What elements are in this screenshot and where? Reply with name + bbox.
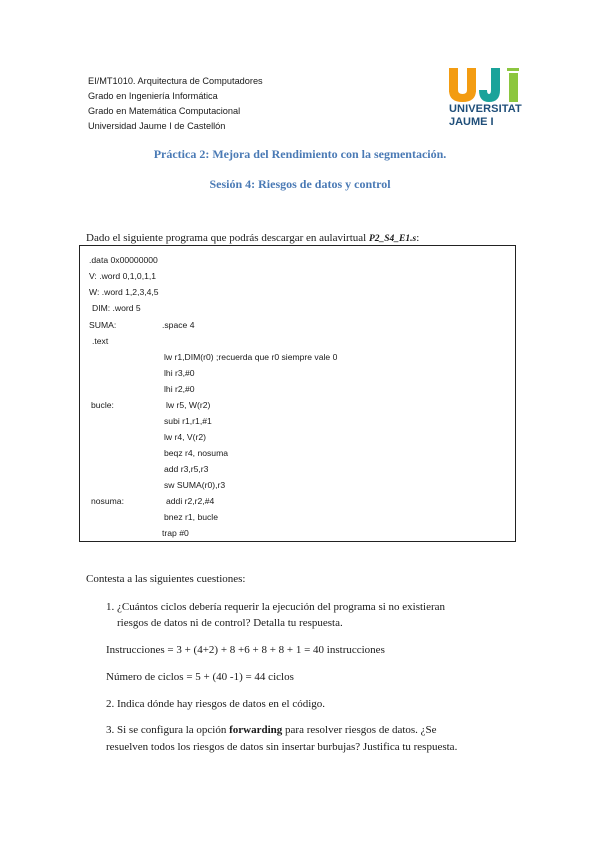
- code-line-trap: trap #0: [162, 528, 189, 538]
- code-line-beqz: beqz r4, nosuma: [164, 448, 229, 458]
- code-label-suma: SUMA:: [89, 320, 117, 330]
- question-3-post: para resolver riesgos de datos. ¿Se: [282, 724, 437, 736]
- code-line-v: V: .word 0,1,0,1,1: [89, 271, 157, 281]
- answer-1-cycles: Número de ciclos = 5 + (40 -1) = 44 ciclos: [106, 671, 294, 683]
- session-title: Sesión 4: Riesgos de datos y control: [209, 177, 391, 191]
- logo-text-jaume: JAUME I: [449, 116, 494, 128]
- code-line-bnez: bnez r1, bucle: [164, 512, 218, 522]
- code-line-w: W: .word 1,2,3,4,5: [89, 287, 159, 297]
- code-line-lhi-r3: lhi r3,#0: [164, 368, 195, 378]
- code-line-lhi-r2: lhi r2,#0: [164, 384, 195, 394]
- code-label-nosuma: nosuma:: [91, 496, 124, 506]
- intro-paragraph: [86, 232, 419, 244]
- degree-line-informatica: Grado en Ingeniería Informática: [88, 91, 218, 101]
- code-line-space: .space 4: [162, 320, 195, 330]
- question-2: 2. Indica dónde hay riesgos de datos en el código.: [106, 698, 326, 710]
- code-listing-box: [79, 245, 516, 542]
- code-line-add: add r3,r5,r3: [164, 464, 209, 474]
- course-code-line: EI/MT1010. Arquitectura de Computadores: [88, 76, 263, 86]
- question-1-line-1: 1. ¿Cuántos ciclos debería requerir la ejecución del programa si no existieran: [106, 601, 446, 613]
- question-3-pre: 3. Si se configura la opción: [106, 724, 230, 736]
- intro-text: Dado el siguiente programa que podrás descargar en aulavirtual: [86, 232, 369, 244]
- university-logo: [449, 68, 553, 132]
- course-header: [88, 74, 263, 134]
- uji-logo-mark-icon: [449, 68, 553, 102]
- question-3-line-2: resuelven todos los riesgos de datos sin insertar burbujas? Justifica tu respuesta.: [106, 741, 458, 753]
- code-line-addi: addi r2,r2,#4: [166, 496, 215, 506]
- code-line-lw-dim: lw r1,DIM(r0) ;recuerda que r0 siempre vale 0: [164, 352, 338, 362]
- degree-line-matematica: Grado en Matemática Computacional: [88, 106, 241, 116]
- code-line-lw-w: lw r5, W(r2): [166, 400, 211, 410]
- questions-header: Contesta a las siguientes cuestiones:: [86, 573, 246, 585]
- university-line: Universidad Jaume I de Castellón: [88, 121, 226, 131]
- forwarding-term: forwarding: [229, 724, 283, 736]
- code-line-sw: sw SUMA(r0),r3: [164, 480, 226, 490]
- program-file-name: P2_S4_E1.s: [368, 234, 417, 244]
- code-line-text: .text: [92, 336, 109, 346]
- question-1-line-2: riesgos de datos ni de control? Detalla tu respuesta.: [117, 617, 343, 629]
- practice-title: Práctica 2: Mejora del Rendimiento con la segmentación.: [153, 147, 447, 161]
- code-line-lw-v: lw r4, V(r2): [164, 432, 207, 442]
- logo-text-universitat: UNIVERSITAT: [449, 103, 522, 115]
- code-line-subi: subi r1,r1,#1: [164, 416, 212, 426]
- intro-suffix: :: [416, 232, 420, 244]
- answer-1-instructions: Instrucciones = 3 + (4+2) + 8 +6 + 8 + 8 + 1 = 40 instrucciones: [106, 644, 385, 656]
- code-label-bucle: bucle:: [91, 400, 114, 410]
- code-line-data: .data 0x00000000: [89, 255, 158, 265]
- code-line-dim: DIM: .word 5: [92, 303, 141, 313]
- question-3-line-1: [106, 724, 437, 736]
